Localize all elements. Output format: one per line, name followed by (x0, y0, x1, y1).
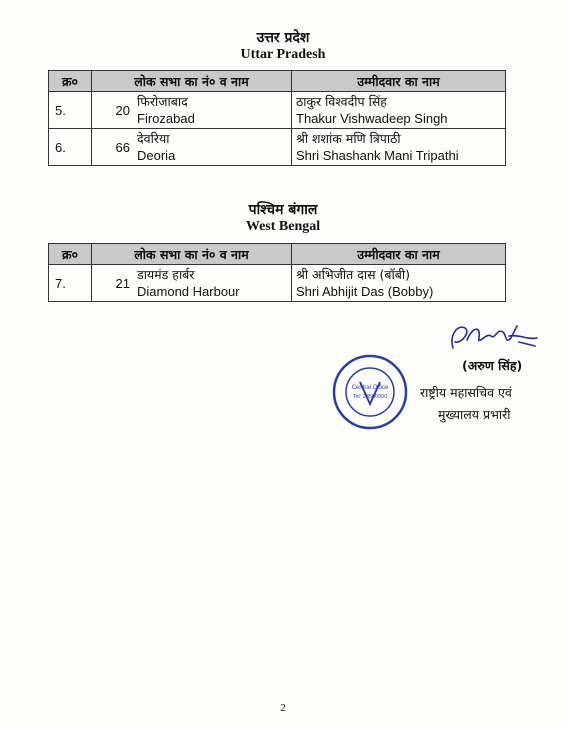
constituency-name-english: Deoria (137, 148, 176, 163)
candidate-name-hindi: श्री शशांक मणि त्रिपाठी (296, 131, 401, 146)
page-number: 2 (280, 702, 286, 714)
candidate-name-english: Thakur Vishwadeep Singh (296, 111, 448, 126)
table-header-row (49, 244, 506, 265)
candidate-name (292, 129, 506, 166)
candidate-name (292, 265, 506, 302)
candidate-table (48, 70, 506, 166)
header-candidate: उम्मीदवार का नाम (292, 71, 506, 92)
official-seal-stamp (330, 352, 410, 432)
candidate-name (292, 92, 506, 129)
candidate-name-hindi: श्री अभिजीत दास (बॉबी) (296, 267, 411, 282)
serial-number: 7. (49, 265, 92, 302)
constituency-number: 20 (92, 92, 134, 129)
table-header-row (49, 71, 506, 92)
signatory-title-line-2: मुख्यालय प्रभारी (438, 407, 511, 422)
signature-image (447, 318, 547, 358)
header-candidate: उम्मीदवार का नाम (292, 244, 506, 265)
constituency-name-hindi: फिरोजाबाद (137, 94, 188, 109)
constituency-name-hindi: देवरिया (137, 131, 170, 146)
constituency-number: 66 (92, 129, 134, 166)
header-constituency: लोक सभा का नं० व नाम (92, 71, 292, 92)
section-title-hindi: उत्तर प्रदेश (256, 30, 310, 46)
section-title-english: West Bengal (245, 219, 321, 234)
candidate-name-english: Shri Abhijit Das (Bobby) (296, 284, 434, 299)
candidate-table (48, 243, 506, 302)
table-row (49, 92, 506, 129)
table-row (49, 129, 506, 166)
section-title-english: Uttar Pradesh (240, 47, 326, 62)
seal-line-2: Tel: 23500000 (352, 394, 388, 400)
constituency-name (133, 92, 292, 129)
header-serial: क्र० (49, 244, 92, 265)
signatory-name: (अरुण सिंह) (462, 358, 523, 373)
serial-number: 6. (49, 129, 92, 166)
constituency-name-english: Diamond Harbour (137, 284, 240, 299)
candidate-name-english: Shri Shashank Mani Tripathi (296, 148, 459, 163)
section-title-hindi: पश्चिम बंगाल (248, 202, 318, 218)
candidate-name-hindi: ठाकुर विश्वदीप सिंह (296, 94, 387, 109)
signatory-title-line-1: राष्ट्रीय महासचिव एवं (420, 385, 512, 400)
constituency-name (133, 129, 292, 166)
table-row (49, 265, 506, 302)
constituency-name-hindi: डायमंड हार्बर (137, 267, 195, 282)
seal-line-1: Central Office (351, 385, 389, 391)
constituency-name-english: Firozabad (137, 111, 195, 126)
serial-number: 5. (49, 92, 92, 129)
constituency-name (133, 265, 292, 302)
header-constituency: लोक सभा का नं० व नाम (92, 244, 292, 265)
header-serial: क्र० (49, 71, 92, 92)
constituency-number: 21 (92, 265, 134, 302)
signatory-title (420, 382, 512, 426)
